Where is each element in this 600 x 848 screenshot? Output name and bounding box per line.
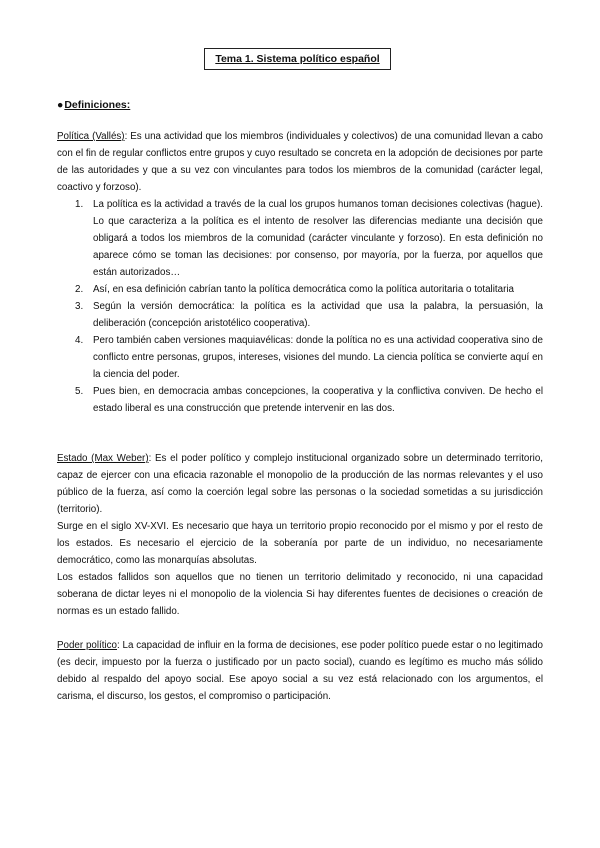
section-heading-text: Definiciones: (64, 99, 131, 111)
estado-paragraph-2: Surge en el siglo XV-XVI. Es necesario que haya un territorio propio reconocido por el mismo y por el resto de los estados. Es necesario el ejercicio de la soberanía por parte de un individuo, no necesariamente democrático, como las monarquías absolutas. (57, 521, 543, 566)
section-heading (57, 99, 130, 111)
estado-paragraph (57, 450, 543, 518)
estado-paragraph-3: Los estados fallidos son aquellos que no tienen un territorio delimitado y reconocido, ni una capacidad soberana de dictar leyes ni el monopolio de la violencia Si hay diferentes fuentes de decisiones o creación de normas es un estado fallido. (57, 572, 543, 617)
list-item-number: 2. (75, 284, 84, 295)
poder-text: : La capacidad de influir en la forma de decisiones, ese poder político puede estar o no legitimado (es decir, impuesto por la fuerza o justificado por un pacto social), cuando es legítimo es mucho más sólido debido al respaldo del apoyo social. Ese apoyo social a su vez está relacionado con los argumentos, el carisma, el discurso, los gestos, el compromiso o participación. (57, 640, 543, 702)
list-item-number: 5. (75, 386, 84, 397)
list-item-text: Según la versión democrática: la política es la actividad que usa la palabra, la persuasión, la deliberación (concepción aristotélico cooperativa). (93, 301, 543, 329)
list-item-number: 1. (75, 199, 84, 210)
estado-term: Estado (Max Weber) (57, 453, 149, 464)
list-item-text: Así, en esa definición cabrían tanto la política democrática como la política autoritaria o totalitaria (93, 284, 514, 295)
list-item (57, 332, 543, 383)
list-item-text: Pero también caben versiones maquiavélicas: donde la política no es una actividad cooperativa sino de conflicto entre personas, grupos, intereses, visiones del mundo. La ciencia política se convierte aquí en la ciencia del poder. (93, 335, 543, 380)
estado-text: : Es el poder político y complejo institucional organizado sobre un determinado territorio, capaz de ejercer con una eficacia razonable el monopolio de la producción de las normas relevantes y el uso público de la fuerza, así como la coerción legal sobre las personas o la sociedad sometidas a su jurisdicción (territorio). (57, 453, 543, 515)
list-item (57, 298, 543, 332)
politica-term: Política (Vallés) (57, 131, 125, 142)
list-item (57, 196, 543, 281)
poder-paragraph (57, 637, 543, 705)
list-item (57, 281, 543, 298)
poder-term: Poder político (57, 640, 118, 651)
list-item (57, 383, 543, 417)
list-item-text: Pues bien, en democracia ambas concepciones, la cooperativa y la conflictiva conviven. De hecho el estado liberal es una construcción que pretende intervenir en las dos. (93, 386, 543, 414)
document-title: Tema 1. Sistema político español (204, 48, 391, 70)
list-item-text: La política es la actividad a través de la cual los grupos humanos toman decisiones colectivas (hague). Lo que caracteriza a la política es el intento de resolver las diferencias mediante una decisión que obligará a todos los miembros de la comunidad (carácter vinculante y forzoso). En esta definición no aparece cómo se toman las decisiones: por consenso, por mayoría, por la fuerza, por aquellos que están autorizados… (93, 199, 543, 278)
politica-list (57, 196, 543, 417)
list-item-number: 4. (75, 335, 84, 346)
politica-text: : Es una actividad que los miembros (individuales y colectivos) de una comunidad llevan a cabo con el fin de regular conflictos entre grupos y cuyo resultado se concreta en la adopción de decisiones por parte de las autoridades y que a su vez con vinculantes para todos los miembros de la comunidad (carácter legal, coactivo y forzoso). (57, 131, 543, 193)
politica-paragraph (57, 128, 543, 196)
bullet-icon: ● (57, 99, 64, 111)
list-item-number: 3. (75, 301, 84, 312)
